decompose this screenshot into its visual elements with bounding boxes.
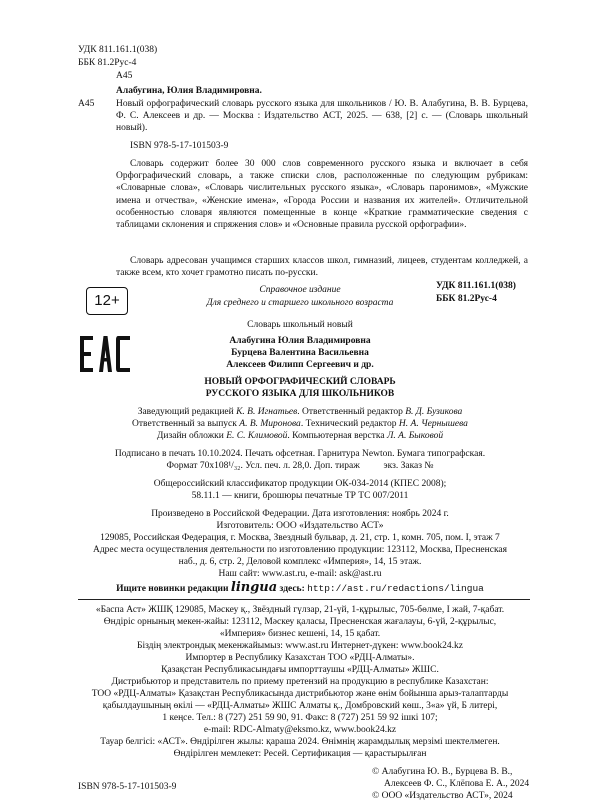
staff-role: Дизайн обложки [156,431,227,441]
udk-bottom: УДК 811.161.1(038) [436,281,516,291]
classifier-1: Общероссийский классификатор продукции ОК-034-2014 (КПЕС 2008); [153,479,447,489]
staff-line-3 [60,430,540,442]
author-1: Алабугина Юлия Владимировна [229,336,371,346]
kz-line: Дистрибьютор и представитель по приему претензий на продукцию в республике Казахстан: [111,677,489,687]
staff-person: К. В. Игнатьев [236,407,298,417]
staff-person: Л. А. Быковой [386,431,444,441]
staff-person: Н. А. Чернышева [398,419,468,429]
bibliographic-record: Новый орфографический словарь русского языка для школьников / Ю. В. Алабугина, В. В. Бурцева, Ф. С. Алексеев и др. — Москва : Издательство АСТ, 2025. — 638, [2] с. — (Словарь школьный новый). [116,99,528,134]
eac-logo [78,334,132,374]
lingua-prefix: Ищите новинки редакции [116,584,229,594]
kz-line: Тауар белгісі: «АСТ». Өндірілген жылы: қараша 2024. Өнімнің жарамдылық мерзімі шектелмеген. [100,737,500,747]
classifier-2: 58.11.1 — книги, брошюры печатные ТР ТС 007/2011 [191,491,409,501]
bbk-bottom: ББК 81.2Рус-4 [436,294,497,304]
manufacture-2: Изготовитель: ООО «Издательство АСТ» [216,521,384,531]
kz-line: Біздің электрондық мекенжайымыз: www.ast.ru Интернет-дүкен: www.book24.kz [136,641,464,651]
series-name: Словарь школьный новый [247,320,353,330]
book-title-line-2: РУССКОГО ЯЗЫКА ДЛЯ ШКОЛЬНИКОВ [205,389,395,399]
manufacture-6: Наш сайт: www.ast.ru, e-mail: ask@ast.ru [218,569,382,579]
manufacture-3: 129085, Российская Федерация, г. Москва, Звездный бульвар, д. 21, стр. 1, комн. 705, пом. I, этаж 7 [100,533,500,543]
kz-line: Өндірілген мемлекет: Ресей. Сертификация — қарастырылған [173,749,427,759]
staff-line-1 [60,406,540,418]
print-info-2: Формат 70x108¹/₃₂. Усл. печ. л. 28,0. Доп. тираж экз. Заказ № [166,461,434,471]
staff-role: Заведующий редакцией [137,407,237,417]
manufacture-4: Адрес места осуществления деятельности по изготовлению продукции: 123112, Москва, Пресненская [92,545,507,555]
staff-role: . Ответственный редактор [297,407,406,417]
kz-line: 1 кеңсе. Тел.: 8 (727) 251 59 90, 91. Факс: 8 (727) 251 59 92 ішкі 107; [162,713,438,723]
isbn-top: ISBN 978-5-17-101503-9 [130,141,229,151]
kz-line: Импортер в Республику Казахстан ТОО «РДЦ-Алматы». [185,653,415,663]
kz-line: «Баспа Аст» ЖШҚ 129085, Мәскеу қ., Звёздный гүлзар, 21-үй, 1-құрылыс, 705-бөлме, I жай, 7-қабат. [95,605,505,615]
kz-line: қабылдаушының өкілі — «РДЦ-Алматы» ЖШС Алматы қ., Домбровский көш., 3«а» үй, Б литері, [102,701,498,711]
kz-line: «Империя» бизнес кешені, 14, 15 қабат. [219,629,381,639]
manufacture-5: наб., д. 6, стр. 2, Деловой комплекс «Империя», 14, 15 этаж. [178,557,422,567]
kz-line: ТОО «РДЦ-Алматы» Қазақстан Республикасында дистрибьютор және өнім бойынша арыз-талаптарды [91,689,509,699]
staff-person: В. Д. Бузикова [405,407,463,417]
manufacture-1: Произведено в Российской Федерации. Дата изготовления: ноябрь 2024 г. [151,509,449,519]
staff-person: Е. С. Климовой [226,431,288,441]
isbn-bottom: ISBN 978-5-17-101503-9 [78,782,177,792]
bbk-top: ББК 81.2Рус-4 [78,58,137,68]
udk-top: УДК 811.161.1(038) [78,45,158,55]
copyright-3: © ООО «Издательство АСТ», 2024 [372,791,513,801]
copyright-1: © Алабугина Ю. В., Бурцева В. В., [372,767,513,777]
staff-role: Ответственный за выпуск [132,419,240,429]
annotation-paragraph-1: Словарь содержит более 30 000 слов современного русского языка и включает в себя Орфографический словарь, а также списки слов, расположенные по следующим рубрикам: «Словарные слова», «Словарь числительных русского языка», «Словарь паронимов», «Мужские имена и отчества», «Женские имена», «Города России и названия их жителей». Отличительной особенностью словаря являются помещенные в конце «Краткие грамматические сведения с таблицами склонения и спряжения слов» и «Основные правила русской орфографии». [116,159,528,231]
author-mark: А45 [116,71,133,81]
author-mark-left: А45 [78,99,95,109]
author-2: Бурцева Валентина Васильевна [231,348,369,358]
lingua-logo: lingua [230,580,278,595]
edition-type: Справочное издание [259,285,341,295]
book-title-line-1: НОВЫЙ ОРФОГРАФИЧЕСКИЙ СЛОВАРЬ [204,377,396,387]
age-rating-badge: 12+ [86,287,128,315]
lingua-suffix: здесь: [279,584,305,594]
print-info-1: Подписано в печать 10.10.2024. Печать офсетная. Гарнитура Newton. Бумага типографская. [114,449,486,459]
annotation-paragraph-2: Словарь адресован учащимся старших классов школ, гимназий, лицеев, студентам колледжей, а также всем, кто хочет грамотно писать по-русски. [116,256,528,279]
staff-line-2 [60,418,540,430]
divider [78,599,530,600]
kz-line: e-mail: RDC-Almaty@eksmo.kz, www.book24.kz [203,725,397,735]
staff-role: . Технический редактор [300,419,399,429]
staff-person: А. В. Миронова [239,419,301,429]
author-3: Алексеев Филипп Сергеевич и др. [226,360,374,370]
kz-line: Өндіріс орнының мекен-жайы: 123112, Мәскеу қаласы, Пресненская жағалауы, 6-үй, 2-құрылыс, [103,617,497,627]
author-heading: Алабугина, Юлия Владимировна. [116,86,262,96]
copyright-2: Алексеев Ф. С., Клёпова Е. А., 2024 [384,779,530,789]
lingua-line [40,582,560,595]
staff-role: . Компьютерная верстка [287,431,387,441]
kz-line: Қазақстан Республикасындағы импорттаушы «РДЦ-Алматы» ЖШС. [161,665,439,675]
audience: Для среднего и старшего школьного возраста [206,298,394,308]
lingua-url[interactable]: http://ast.ru/redactions/lingua [307,583,484,594]
